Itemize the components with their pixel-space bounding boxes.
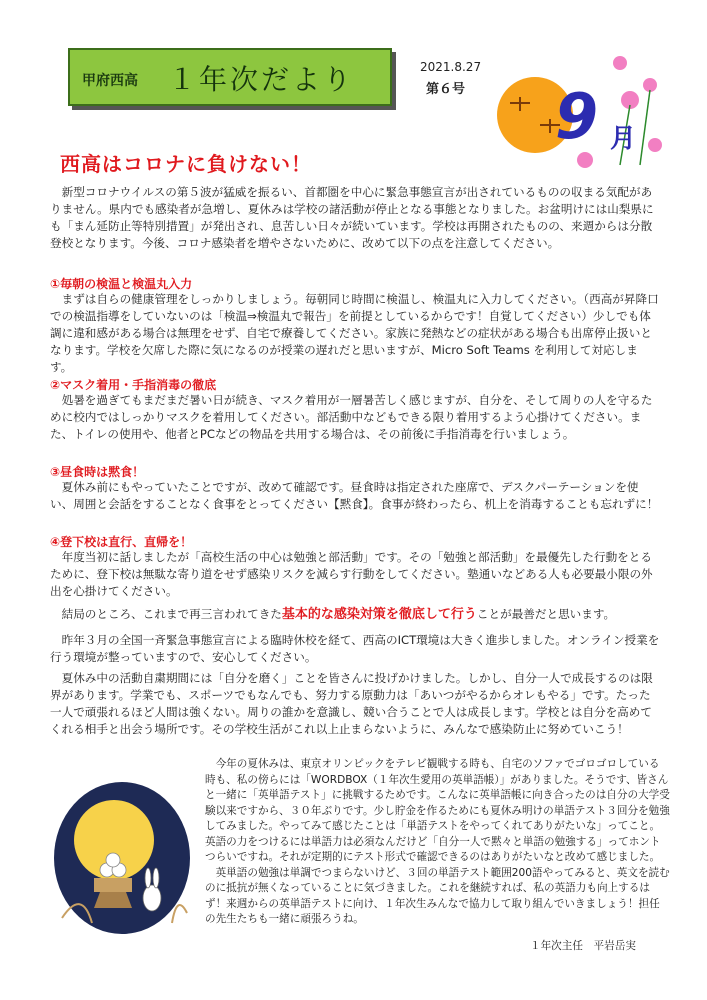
growth-paragraph: 夏休み中の活動自粛期間には「自分を磨く」ことを皆さんに投げかけました。しかし、自分一人で成長するのは限界があります。学業でも、スポーツでもなんでも、努力する原動力は「あいつがやるからオレもやる」です。たった一人で頑張れるほど人間は強くない。周りの誰かを意識し、競い合うことで人は成長します。学校とは自分を高めてくれる相手と出会う場所です。その学校生活がこれ以上止まらないように、みんなで感染防止に努めていこう！	[50, 671, 653, 736]
issue-date: 2021.8.27	[420, 60, 482, 74]
section-2-text: 処暑を過ぎてもまだまだ暑い日が続き、マスク着用が一層暑苦しく感じますが、自分を、そして周りの人を守るために校内ではしっかりマスクを着用してください。部活動中などもできる限り着用するよう心掛けてください。また、トイレの使用や、他者とPCなどの物品を共用する場合は、その前後に手指消毒を行いましょう。	[50, 393, 653, 441]
offering-stand-icon	[94, 878, 132, 892]
section-1-text: まずは自らの健康管理をしっかりしましょう。毎朝同じ時間に検温し、検温丸に入力してください。（西高が昇降口での検温指導をしていないのは「検温⇒検温丸で報告」を前提としているからです！自覚してください）少しでも体調に違和感がある場合は無理をせず、自宅で療養してください。家族に発熱などの症状がある場合も出席停止扱いとなります。学校を欠席した際に気になるのが授業の遅れだと思いますが、Micro Soft Teams を利用して対応します。	[50, 292, 659, 374]
school-name: 甲府西高	[82, 73, 138, 89]
moon-viewing-illustration	[52, 778, 192, 938]
conclusion-paragraph: 結局のところ、これまで再三言われてきた基本的な感染対策を徹底して行うことが最善だと思います。	[61, 607, 616, 622]
section-3-heading: ③昼食時は黙食！	[50, 465, 145, 479]
ict-paragraph: 昨年３月の全国一斉緊急事態宣言による臨時休校を経て、西高のICT環境は大きく進歩しました。オンライン授業を行う環境が整っていますので、安心してください。	[50, 633, 660, 664]
newsletter-title: １年次だより	[168, 63, 355, 96]
signature: １年次主任 平岩岳実	[530, 940, 636, 952]
section-4-text: 年度当初に話しましたが「高校生活の中心は勉強と部活動」です。その「勉強と部活動」を最優先した行動をとるために、登下校は無駄な寄り道をせず感染リスクを減らす行動をしてください。塾通いなどある人も必要最小限の外出を心掛けてください。	[50, 550, 653, 598]
month-number: 9	[555, 80, 599, 153]
month-suffix: 月	[610, 124, 637, 154]
section-3-text: 夏休み前にもやっていたことですが、改めて確認です。昼食時は指定された座席で、デスクパーテーションを使い、周囲と会話をすることなく食事をとってください【黙食】。食事が終わったら、机上を消毒することも忘れずに！	[50, 480, 659, 511]
section-4-heading: ④登下校は直行、直帰を！	[50, 535, 193, 549]
intro-paragraph: 新型コロナウイルスの第５波が猛威を振るい、首都圏を中心に緊急事態宣言が出されているものの収まる気配がありません。県内でも感染者が急増し、夏休みは学校の諸活動が停止となる事態となりました。お盆明けには山梨県にも「まん延防止等特別措置」が発出され、息苦しい日々が続いています。学校は再開されたものの、来週からは分散登校となります。今後、コロナ感染者を増やさないために、改めて以下の点を注意してください。	[50, 185, 654, 250]
conclusion-highlight: 基本的な感染対策を徹底して行う	[281, 607, 477, 622]
section-1-heading: ①毎朝の検温と検温丸入力	[50, 277, 193, 291]
english-column: 今年の夏休みは、東京オリンピックをテレビ観戦する時も、自宅のソファでゴロゴロしている時も、私の傍らには「WORDBOX（１年次生愛用の英単語帳）」がありました。そうです、皆さんと一緒に「英単語テスト」に挑戦するためです。こんなに英単語帳に向き合ったのは自分の大学受験以来ですから、３０年ぶりです。少し貯金を作るためにも夏休み明けの単語テスト３回分を勉強してみました。やってみて感じたことは「単語テストをやってくれてありがたいな」ってこと。英語の力をつけるには単語力は必須なんだけど「自分一人で黙々と単語の勉強する」ってホントつらいですね。それが定期的にテスト形式で確認できるのはありがたいなと改めて感じました。 英単語の勉強は単調でつまらないけど、３回の単語テスト範囲200語やってみると、英文を読むのに抵抗が無くなっていることに気づきました。これを継続すれば、私の英語力も向上するはず！来週からの英単語テストに向け、１年次生みんなで協力して取り組んでいきましょう！担任の先生たちも一緒に頑張ろうね。	[205, 758, 670, 925]
headline: 西高はコロナに負けない！	[60, 152, 312, 176]
section-2-heading: ②マスク着用・手指消毒の徹底	[50, 378, 217, 392]
issue-number: 第６号	[426, 82, 466, 97]
